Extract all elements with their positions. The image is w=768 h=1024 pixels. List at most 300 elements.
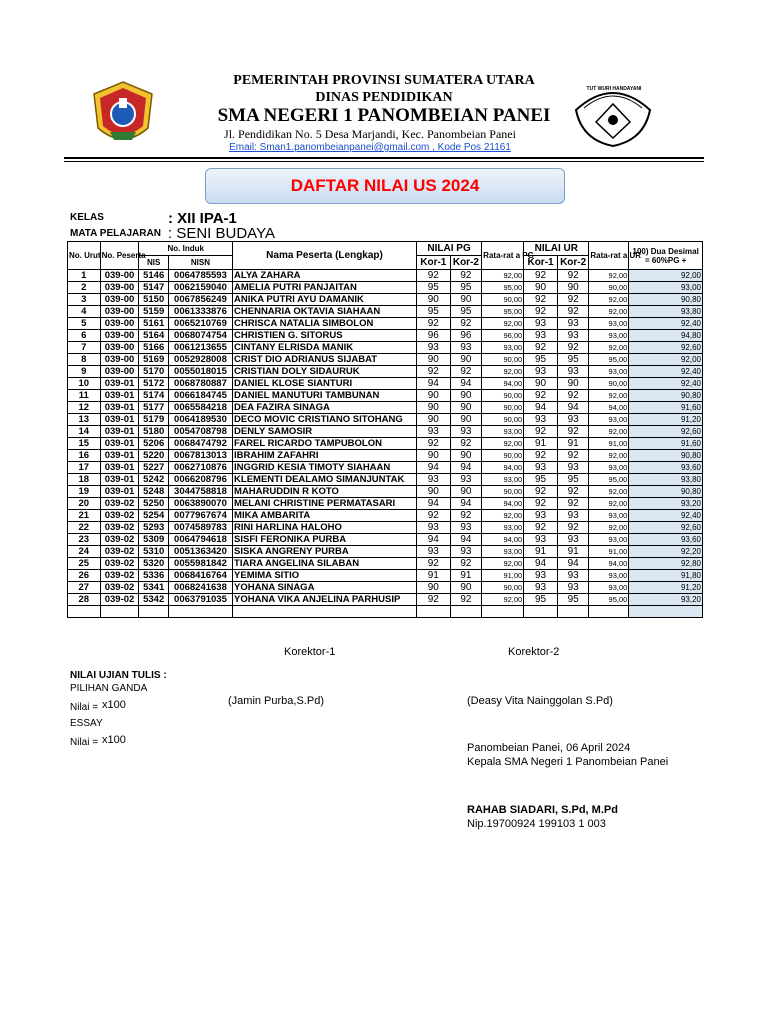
cell-rata-ur: 91,00 (589, 546, 629, 558)
cell-nis: 5206 (139, 438, 168, 450)
cell-no-urut: 14 (68, 426, 101, 438)
cell-nisn: 0066184745 (168, 390, 232, 402)
cell-rata-ur: 95,00 (589, 474, 629, 486)
cell-ur-kor1: 92 (524, 342, 558, 354)
cell-ur-kor1: 92 (524, 426, 558, 438)
cell-no-urut: 25 (68, 558, 101, 570)
cell-ur-kor2: 93 (557, 330, 589, 342)
cell-rata-ur: 90,00 (589, 378, 629, 390)
table-row (68, 486, 703, 498)
table-row (68, 306, 703, 318)
cell-pg-kor2: 93 (450, 474, 482, 486)
cell-empty (524, 606, 558, 618)
cell-nis: 5220 (139, 450, 168, 462)
cell-no-urut: 27 (68, 582, 101, 594)
cell-nisn: 0055981842 (168, 558, 232, 570)
cell-rata-ur: 93,00 (589, 534, 629, 546)
cell-pg-kor2: 93 (450, 426, 482, 438)
nilai-essay-formula: Nilai = (70, 737, 99, 748)
cell-no-urut: 24 (68, 546, 101, 558)
cell-rata-pg: 94,00 (482, 498, 524, 510)
cell-nis: 5227 (139, 462, 168, 474)
cell-rata-ur: 95,00 (589, 354, 629, 366)
cell-no-peserta: 039-02 (100, 570, 139, 582)
kelas-label: KELAS (70, 212, 104, 223)
cell-ur-kor1: 93 (524, 414, 558, 426)
header-kor2-ur: Kor-2 (557, 256, 589, 270)
cell-pg-kor1: 94 (417, 498, 451, 510)
cell-nama: DEA FAZIRA SINAGA (233, 402, 417, 414)
cell-no-urut: 9 (68, 366, 101, 378)
cell-pg-kor1: 92 (417, 510, 451, 522)
cell-nilai-akhir: 92,60 (629, 342, 703, 354)
cell-pg-kor2: 90 (450, 414, 482, 426)
header-nis: NIS (139, 256, 168, 270)
cell-nis: 5164 (139, 330, 168, 342)
table-row (68, 570, 703, 582)
cell-rata-pg: 90,00 (482, 294, 524, 306)
cell-no-urut: 18 (68, 474, 101, 486)
cell-rata-ur: 92,00 (589, 498, 629, 510)
cell-ur-kor1: 90 (524, 378, 558, 390)
cell-nilai-akhir: 91,20 (629, 414, 703, 426)
cell-no-peserta: 039-00 (100, 294, 139, 306)
cell-pg-kor2: 92 (450, 594, 482, 606)
cell-nisn: 0052928008 (168, 354, 232, 366)
cell-nama: MELANI CHRISTINE PERMATASARI (233, 498, 417, 510)
cell-ur-kor2: 92 (557, 294, 589, 306)
cell-rata-pg: 90,00 (482, 486, 524, 498)
table-row (68, 402, 703, 414)
cell-no-urut: 23 (68, 534, 101, 546)
cell-no-peserta: 039-01 (100, 474, 139, 486)
cell-no-peserta: 039-01 (100, 450, 139, 462)
cell-pg-kor2: 96 (450, 330, 482, 342)
cell-nama: FAREL RICARDO TAMPUBOLON (233, 438, 417, 450)
cell-nilai-akhir: 92,40 (629, 366, 703, 378)
cell-no-peserta: 039-01 (100, 426, 139, 438)
cell-pg-kor2: 94 (450, 498, 482, 510)
cell-ur-kor1: 93 (524, 582, 558, 594)
cell-no-peserta: 039-00 (100, 282, 139, 294)
cell-nama: YEMIMA SITIO (233, 570, 417, 582)
cell-pg-kor1: 90 (417, 582, 451, 594)
cell-pg-kor1: 95 (417, 306, 451, 318)
essay-label: ESSAY (70, 718, 103, 729)
cell-ur-kor1: 92 (524, 450, 558, 462)
table-row (68, 534, 703, 546)
header-nilai-ur: NILAI UR (524, 242, 589, 256)
table-row (68, 450, 703, 462)
table-row (68, 342, 703, 354)
table-row (68, 426, 703, 438)
cell-pg-kor2: 90 (450, 294, 482, 306)
cell-nisn: 0066208796 (168, 474, 232, 486)
cell-no-peserta: 039-01 (100, 390, 139, 402)
cell-pg-kor1: 93 (417, 426, 451, 438)
cell-ur-kor1: 95 (524, 474, 558, 486)
table-row (68, 414, 703, 426)
cell-no-peserta: 039-00 (100, 306, 139, 318)
cell-pg-kor1: 90 (417, 402, 451, 414)
cell-pg-kor2: 93 (450, 546, 482, 558)
cell-rata-pg: 93,00 (482, 522, 524, 534)
header-rule (64, 157, 704, 159)
cell-nilai-akhir: 93,20 (629, 594, 703, 606)
cell-nama: MIKA AMBARITA (233, 510, 417, 522)
cell-rata-ur: 92,00 (589, 522, 629, 534)
dept-line: DINAS PENDIDIKAN (315, 90, 453, 105)
cell-ur-kor2: 94 (557, 558, 589, 570)
cell-empty (589, 606, 629, 618)
cell-nilai-akhir: 90,80 (629, 390, 703, 402)
cell-rata-ur: 93,00 (589, 318, 629, 330)
table-row (68, 366, 703, 378)
cell-pg-kor1: 92 (417, 270, 451, 282)
cell-no-peserta: 039-00 (100, 318, 139, 330)
cell-ur-kor2: 93 (557, 366, 589, 378)
cell-pg-kor1: 90 (417, 354, 451, 366)
cell-rata-pg: 95,00 (482, 306, 524, 318)
table-row (68, 462, 703, 474)
cell-ur-kor2: 91 (557, 546, 589, 558)
cell-ur-kor1: 90 (524, 282, 558, 294)
cell-ur-kor1: 92 (524, 498, 558, 510)
cell-no-urut: 11 (68, 390, 101, 402)
cell-pg-kor1: 92 (417, 594, 451, 606)
cell-pg-kor2: 92 (450, 558, 482, 570)
cell-nis: 5248 (139, 486, 168, 498)
cell-ur-kor1: 92 (524, 522, 558, 534)
place-date: Panombeian Panei, 06 April 2024 (467, 742, 631, 754)
cell-rata-ur: 94,00 (589, 558, 629, 570)
cell-pg-kor2: 90 (450, 450, 482, 462)
cell-nisn: 0064189530 (168, 414, 232, 426)
cell-empty (450, 606, 482, 618)
cell-ur-kor1: 95 (524, 594, 558, 606)
cell-nilai-akhir: 92,40 (629, 510, 703, 522)
header-nilai-pg: NILAI PG (417, 242, 482, 256)
cell-nama: YOHANA SINAGA (233, 582, 417, 594)
cell-nisn: 0067856249 (168, 294, 232, 306)
cell-pg-kor1: 90 (417, 414, 451, 426)
cell-ur-kor1: 93 (524, 462, 558, 474)
header-kor1: Kor-1 (417, 256, 451, 270)
cell-nis: 5254 (139, 510, 168, 522)
cell-nilai-akhir: 91,60 (629, 402, 703, 414)
cell-pg-kor1: 93 (417, 342, 451, 354)
cell-nis: 5320 (139, 558, 168, 570)
cell-pg-kor1: 93 (417, 546, 451, 558)
gov-line: PEMERINTAH PROVINSI SUMATERA UTARA (233, 73, 535, 88)
cell-ur-kor2: 93 (557, 582, 589, 594)
cell-no-urut: 8 (68, 354, 101, 366)
cell-nis: 5342 (139, 594, 168, 606)
table-row (68, 594, 703, 606)
cell-nis: 5159 (139, 306, 168, 318)
cell-ur-kor2: 95 (557, 354, 589, 366)
cell-nis: 5169 (139, 354, 168, 366)
header-nisn: NISN (168, 256, 232, 270)
cell-no-urut: 15 (68, 438, 101, 450)
cell-pg-kor1: 90 (417, 486, 451, 498)
table-row (68, 318, 703, 330)
cell-nilai-akhir: 90,80 (629, 486, 703, 498)
cell-pg-kor1: 96 (417, 330, 451, 342)
cell-pg-kor2: 92 (450, 270, 482, 282)
cell-nis: 5250 (139, 498, 168, 510)
cell-ur-kor1: 92 (524, 306, 558, 318)
cell-ur-kor1: 92 (524, 270, 558, 282)
cell-nilai-akhir: 92,80 (629, 558, 703, 570)
cell-pg-kor2: 95 (450, 282, 482, 294)
cell-no-peserta: 039-00 (100, 330, 139, 342)
kelas-value: : XII IPA-1 (168, 210, 237, 227)
cell-ur-kor1: 93 (524, 570, 558, 582)
cell-pg-kor1: 93 (417, 522, 451, 534)
cell-no-peserta: 039-02 (100, 510, 139, 522)
table-row (68, 498, 703, 510)
cell-nis: 5310 (139, 546, 168, 558)
cell-no-urut: 22 (68, 522, 101, 534)
cell-pg-kor2: 90 (450, 390, 482, 402)
header-kor2: Kor-2 (450, 256, 482, 270)
table-row (68, 294, 703, 306)
header-rata-ur: Rata-rat a UR (589, 242, 629, 270)
cell-no-peserta: 039-01 (100, 414, 139, 426)
cell-no-urut: 20 (68, 498, 101, 510)
cell-nis: 5174 (139, 390, 168, 402)
headmaster-title: Kepala SMA Negeri 1 Panombeian Panei (467, 756, 669, 768)
cell-nis: 5309 (139, 534, 168, 546)
nilai-ujian-label: NILAI UJIAN TULIS : (70, 670, 167, 681)
cell-ur-kor2: 93 (557, 318, 589, 330)
cell-no-urut: 21 (68, 510, 101, 522)
cell-ur-kor2: 92 (557, 270, 589, 282)
cell-no-peserta: 039-01 (100, 486, 139, 498)
cell-nis: 5172 (139, 378, 168, 390)
cell-no-peserta: 039-01 (100, 438, 139, 450)
cell-no-urut: 16 (68, 450, 101, 462)
cell-rata-pg: 94,00 (482, 378, 524, 390)
cell-nisn: 0068474792 (168, 438, 232, 450)
cell-nisn: 0068241638 (168, 582, 232, 594)
table-row (68, 354, 703, 366)
cell-ur-kor2: 95 (557, 594, 589, 606)
cell-no-urut: 1 (68, 270, 101, 282)
cell-ur-kor1: 93 (524, 318, 558, 330)
cell-rata-pg: 95,00 (482, 282, 524, 294)
cell-ur-kor2: 91 (557, 438, 589, 450)
cell-no-peserta: 039-02 (100, 582, 139, 594)
cell-nilai-akhir: 93,80 (629, 306, 703, 318)
grades-table (67, 241, 703, 618)
essay-multiplier: x100 (102, 734, 126, 746)
cell-nama: CHRISCA NATALIA SIMBOLON (233, 318, 417, 330)
cell-rata-ur: 93,00 (589, 570, 629, 582)
cell-nama: ALYA ZAHARA (233, 270, 417, 282)
cell-ur-kor1: 92 (524, 390, 558, 402)
cell-pg-kor1: 91 (417, 570, 451, 582)
cell-nilai-akhir: 93,60 (629, 534, 703, 546)
korektor2-signature: (Deasy Vita Nainggolan S.Pd) (467, 695, 613, 707)
cell-ur-kor2: 92 (557, 498, 589, 510)
cell-no-peserta: 039-01 (100, 378, 139, 390)
cell-nilai-akhir: 92,00 (629, 354, 703, 366)
cell-rata-ur: 93,00 (589, 330, 629, 342)
cell-ur-kor2: 93 (557, 570, 589, 582)
cell-nilai-akhir: 92,40 (629, 378, 703, 390)
cell-rata-ur: 93,00 (589, 414, 629, 426)
cell-ur-kor2: 94 (557, 402, 589, 414)
cell-nisn: 0064794618 (168, 534, 232, 546)
cell-rata-pg: 93,00 (482, 546, 524, 558)
cell-nilai-akhir: 93,20 (629, 498, 703, 510)
cell-nis: 5166 (139, 342, 168, 354)
cell-nis: 5341 (139, 582, 168, 594)
cell-pg-kor2: 90 (450, 354, 482, 366)
cell-rata-ur: 92,00 (589, 294, 629, 306)
cell-rata-ur: 92,00 (589, 306, 629, 318)
cell-rata-ur: 90,00 (589, 282, 629, 294)
cell-pg-kor2: 94 (450, 534, 482, 546)
mapel-label: MATA PELAJARAN (70, 228, 161, 239)
school-email[interactable]: Email: Sman1.panombeianpanei@gmail.com , Kode Pos 21161 (229, 142, 511, 153)
cell-rata-pg: 94,00 (482, 462, 524, 474)
cell-nilai-akhir: 90,80 (629, 450, 703, 462)
table-row (68, 546, 703, 558)
cell-nilai-akhir: 92,60 (629, 522, 703, 534)
cell-ur-kor1: 95 (524, 354, 558, 366)
cell-empty (100, 606, 139, 618)
cell-nis: 5177 (139, 402, 168, 414)
cell-nisn: 0062159040 (168, 282, 232, 294)
cell-ur-kor2: 93 (557, 510, 589, 522)
header-no-induk: No. Induk (139, 242, 233, 256)
cell-no-urut: 13 (68, 414, 101, 426)
cell-empty (629, 606, 703, 618)
cell-empty (139, 606, 168, 618)
cell-pg-kor1: 90 (417, 450, 451, 462)
cell-no-urut: 5 (68, 318, 101, 330)
cell-empty (482, 606, 524, 618)
cell-pg-kor1: 92 (417, 558, 451, 570)
cell-rata-pg: 96,00 (482, 330, 524, 342)
cell-ur-kor1: 92 (524, 294, 558, 306)
cell-no-peserta: 039-02 (100, 498, 139, 510)
cell-nisn: 0065210769 (168, 318, 232, 330)
cell-pg-kor2: 92 (450, 438, 482, 450)
cell-nilai-akhir: 92,00 (629, 270, 703, 282)
cell-ur-kor2: 90 (557, 282, 589, 294)
mapel-value: : SENI BUDAYA (168, 225, 275, 242)
cell-rata-pg: 90,00 (482, 450, 524, 462)
cell-ur-kor2: 92 (557, 522, 589, 534)
cell-pg-kor1: 92 (417, 438, 451, 450)
cell-pg-kor2: 92 (450, 318, 482, 330)
cell-rata-ur: 92,00 (589, 270, 629, 282)
cell-nilai-akhir: 93,80 (629, 474, 703, 486)
cell-nis: 5147 (139, 282, 168, 294)
table-row (68, 282, 703, 294)
header-no-peserta: No. Peserta (100, 242, 139, 270)
cell-nama: DANIEL MANUTURI TAMBUNAN (233, 390, 417, 402)
cell-rata-pg: 92,00 (482, 558, 524, 570)
cell-nilai-akhir: 91,20 (629, 582, 703, 594)
cell-nilai-akhir: 92,40 (629, 318, 703, 330)
table-row (68, 378, 703, 390)
cell-rata-pg: 90,00 (482, 390, 524, 402)
table-row (68, 522, 703, 534)
cell-nama: ANIKA PUTRI AYU DAMANIK (233, 294, 417, 306)
cell-nama: INGGRID KESIA TIMOTY SIAHAAN (233, 462, 417, 474)
cell-ur-kor1: 93 (524, 330, 558, 342)
cell-rata-ur: 92,00 (589, 390, 629, 402)
header-rata-pg: Rata-rat a PG (482, 242, 524, 270)
cell-pg-kor1: 90 (417, 294, 451, 306)
cell-nama: DANIEL KLOSE SIANTURI (233, 378, 417, 390)
cell-ur-kor2: 92 (557, 342, 589, 354)
cell-pg-kor1: 95 (417, 282, 451, 294)
cell-no-urut: 28 (68, 594, 101, 606)
cell-nis: 5180 (139, 426, 168, 438)
cell-no-peserta: 039-01 (100, 462, 139, 474)
cell-empty (557, 606, 589, 618)
pilihan-ganda-label: PILIHAN GANDA (70, 683, 148, 694)
cell-nisn: 0068416764 (168, 570, 232, 582)
cell-rata-ur: 93,00 (589, 366, 629, 378)
cell-nama: TIARA ANGELINA SILABAN (233, 558, 417, 570)
cell-nama: CHRISTIEN G. SITORUS (233, 330, 417, 342)
cell-no-urut: 26 (68, 570, 101, 582)
cell-ur-kor1: 94 (524, 402, 558, 414)
cell-rata-ur: 92,00 (589, 342, 629, 354)
cell-no-urut: 10 (68, 378, 101, 390)
pg-multiplier: x100 (102, 699, 126, 711)
cell-rata-pg: 93,00 (482, 426, 524, 438)
cell-rata-pg: 92,00 (482, 366, 524, 378)
cell-nama: YOHANA VIKA ANJELINA PARHUSIP (233, 594, 417, 606)
cell-ur-kor2: 93 (557, 462, 589, 474)
cell-ur-kor2: 95 (557, 474, 589, 486)
cell-no-urut: 19 (68, 486, 101, 498)
cell-pg-kor2: 90 (450, 402, 482, 414)
cell-pg-kor1: 90 (417, 390, 451, 402)
cell-no-peserta: 039-00 (100, 366, 139, 378)
table-row (68, 270, 703, 282)
cell-nisn: 3044758818 (168, 486, 232, 498)
cell-nisn: 0063890070 (168, 498, 232, 510)
cell-nilai-akhir: 92,60 (629, 426, 703, 438)
table-row (68, 438, 703, 450)
cell-nama: MAHARUDDIN R KOTO (233, 486, 417, 498)
cell-pg-kor2: 94 (450, 462, 482, 474)
cell-pg-kor2: 93 (450, 342, 482, 354)
cell-nis: 5242 (139, 474, 168, 486)
cell-nisn: 0064785593 (168, 270, 232, 282)
header-no-urut: No. Urut (68, 242, 101, 270)
cell-pg-kor2: 95 (450, 306, 482, 318)
cell-ur-kor2: 93 (557, 414, 589, 426)
nilai-pg-formula: Nilai = (70, 702, 99, 713)
cell-no-peserta: 039-00 (100, 270, 139, 282)
cell-rata-ur: 93,00 (589, 510, 629, 522)
cell-no-peserta: 039-02 (100, 594, 139, 606)
cell-nis: 5170 (139, 366, 168, 378)
cell-rata-pg: 93,00 (482, 342, 524, 354)
cell-no-peserta: 039-00 (100, 354, 139, 366)
cell-pg-kor1: 94 (417, 462, 451, 474)
